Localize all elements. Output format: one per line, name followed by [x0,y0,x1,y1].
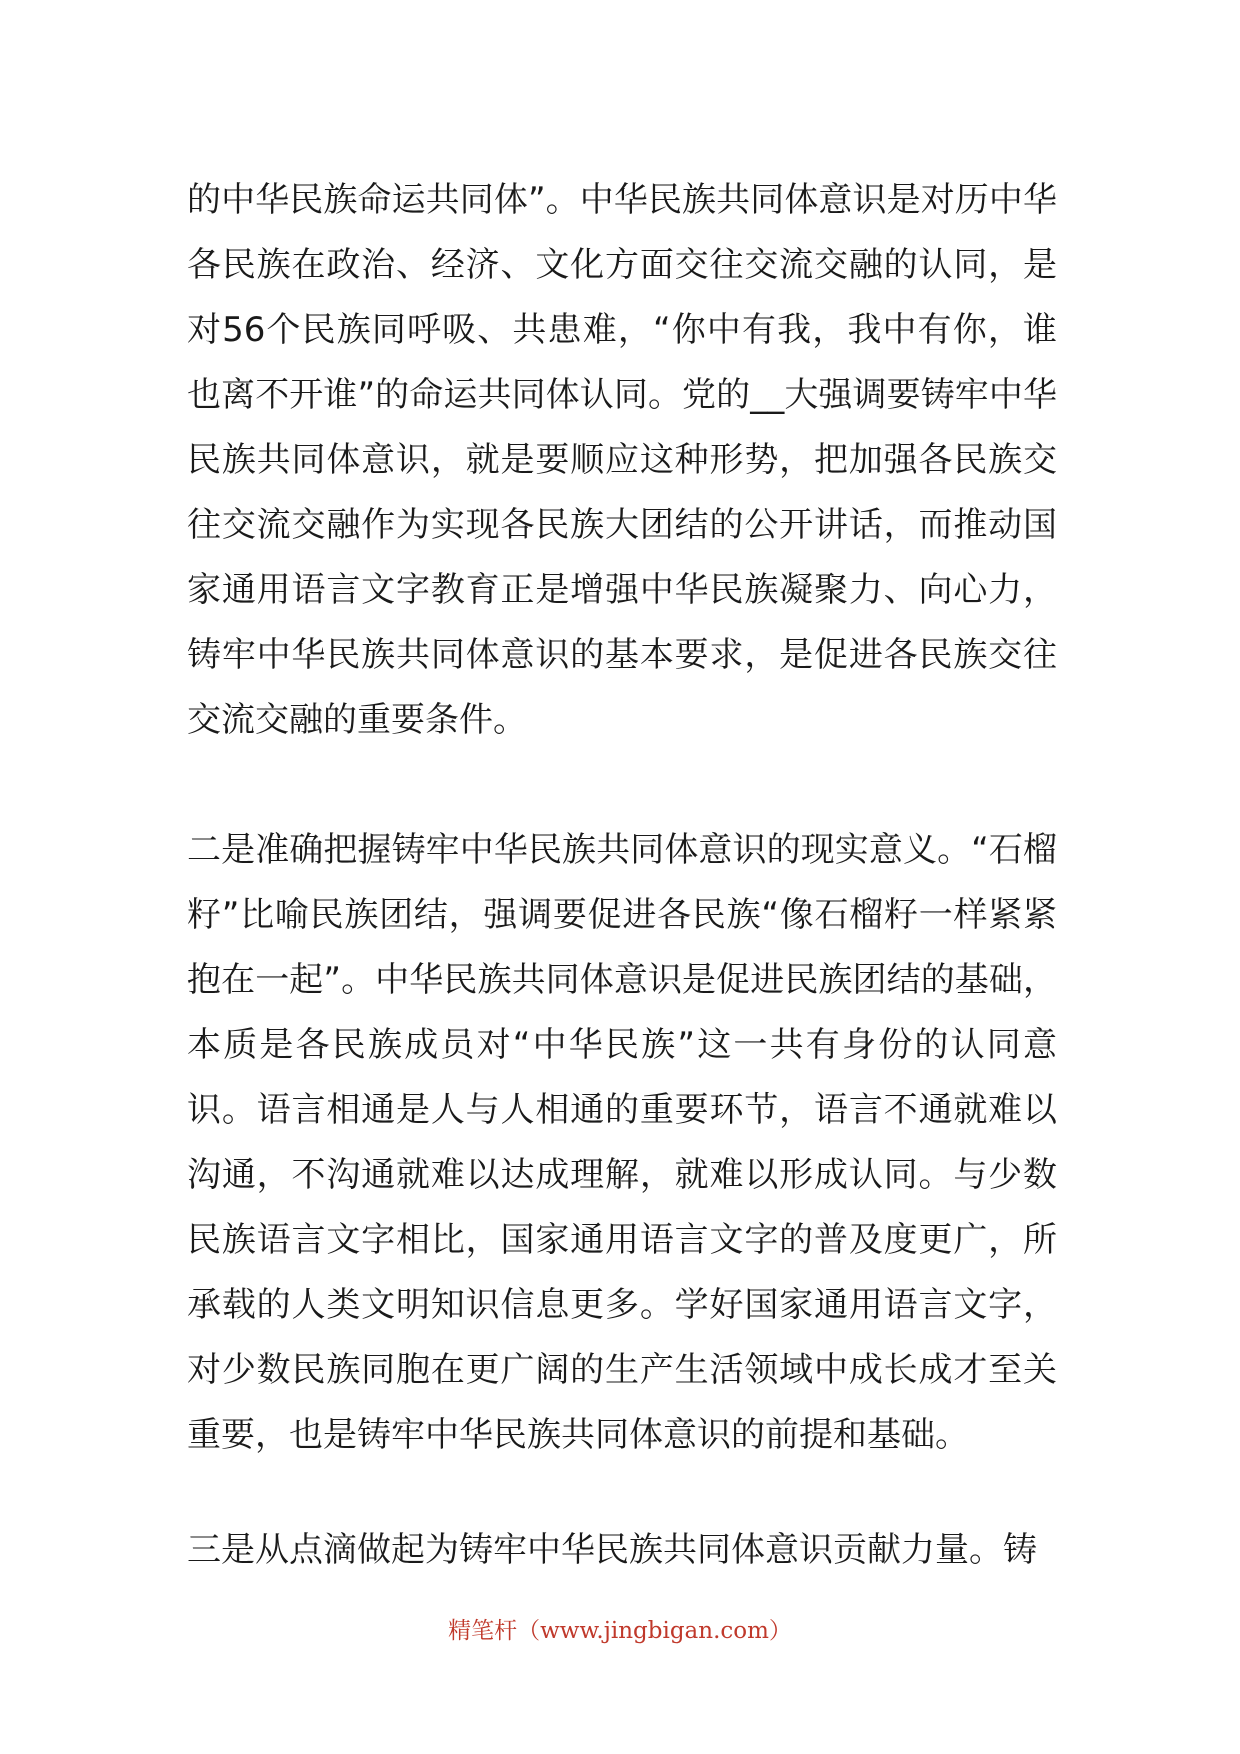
footer-watermark: 精笔杆（www.jingbigan.com） [448,1618,792,1644]
paragraph: 三是从点滴做起为铸牢中华民族共同体意识贡献力量。铸 [187,1530,1037,1570]
paragraph: 的中华民族命运共同体”。中华民族共同体意识是对历中华各民族在政治、经济、文化方面交往交流交融的认同，是对56个民族同呼吸、共患难，“你中有我，我中有你，谁也离不开谁”的命运共同体认同。党的__大强调要铸牢中华民族共同体意识，就是要顺应这种形势，把加强各民族交往交流交融作为实现各民族大团结的公开讲话，而推动国家通用语言文字教育正是增强中华民族凝聚力、向心力，铸牢中华民族共同体意识的基本要求，是促进各民族交往交流交融的重要条件。 [187,180,1057,740]
document-body [187,168,1057,1583]
paragraph: 二是准确把握铸牢中华民族共同体意识的现实意义。“石榴籽”比喻民族团结，强调要促进各民族“像石榴籽一样紧紧抱在一起”。中华民族共同体意识是促进民族团结的基础，本质是各民族成员对“中华民族”这一共有身份的认同意识。语言相通是人与人相通的重要环节，语言不通就难以沟通，不沟通就难以达成理解，就难以形成认同。与少数民族语言文字相比，国家通用语言文字的普及度更广，所承载的人类文明知识信息更多。学好国家通用语言文字，对少数民族同胞在更广阔的生产生活领域中成长成才至关重要，也是铸牢中华民族共同体意识的前提和基础。 [187,830,1057,1455]
